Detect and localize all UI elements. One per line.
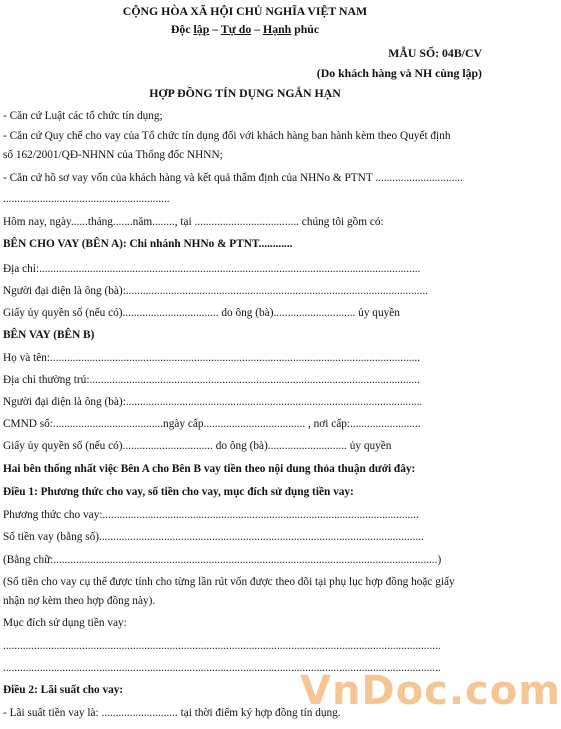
article1-heading: Điều 1: Phương thức cho vay, số tiền cho vay, mục đích sử dụng tiền vay: xyxy=(3,486,354,498)
motto-part: Hạnh xyxy=(263,22,292,36)
borrower-id-card-field: CMND số:.......................................ngày cấp.................................... , nơi cấp:......................... xyxy=(3,418,421,430)
loan-amount-field: Số tiền vay (bằng số)................................................................................................................... xyxy=(3,531,424,543)
basis-line: - Căn cứ Luật các tổ chức tín dụng; xyxy=(3,110,163,122)
lender-authorization-field: Giấy ủy quyền số (nếu có).................................. do ông (bà)............................. ủy quyền xyxy=(3,307,400,319)
form-code: MẪU SỐ: 04B/CV xyxy=(388,46,482,60)
borrower-address-field: Địa chỉ thường trú:..................................................................................................................... xyxy=(3,374,420,386)
basis-line: - Căn cứ hồ sơ vay vốn của khách hàng và kết quả thẩm định của NHNo & PTNT ............................... xyxy=(3,172,463,184)
article2-heading: Điều 2: Lãi suất cho vay: xyxy=(3,684,124,696)
borrower-heading: BÊN VAY (BÊN B) xyxy=(3,329,95,341)
loan-method-field: Phương thức cho vay:................................................................................................................ xyxy=(3,509,419,521)
motto-part: lập xyxy=(193,22,210,36)
form-note: (Do khách hàng và NH cùng lập) xyxy=(316,66,482,80)
nation-heading: CỘNG HÒA XÃ HỘI CHỦ NGHĨA VIỆT NAM xyxy=(122,4,368,18)
loan-note-line: (Số tiền cho vay cụ thể được tính cho từng lần rút vốn được theo dõi tại phụ lục hợp đồng hoặc giấy xyxy=(3,576,455,588)
interest-rate-field: - Lãi suất tiền vay là: ........................... tại thời điểm ký hợp đồng tín dụng. xyxy=(3,707,341,719)
intro-line: Hôm nay, ngày......tháng.......năm........, tại ..................................... chúng tôi gồm có: xyxy=(3,216,384,228)
motto xyxy=(0,22,490,37)
basis-line: - Căn cứ Quy chế cho vay của Tổ chức tín dụng đối với khách hàng ban hành kèm theo Quyết định xyxy=(3,130,451,142)
basis-line: số 162/2001/QĐ-NHNN của Thống đốc NHNN; xyxy=(3,149,223,161)
borrower-name-field: Họ và tên:................................................................................................................................... xyxy=(3,352,421,364)
borrower-representative-field: Người đại diện là ông (bà):......................................................................................................... xyxy=(3,396,423,408)
document-title: HỢP ĐỒNG TÍN DỤNG NGẮN HẠN xyxy=(149,86,341,100)
motto-part: phúc xyxy=(291,22,320,36)
motto-part: – xyxy=(251,22,264,36)
lender-heading: BÊN CHO VAY (BÊN A): Chi nhánh NHNo & PTNT............ xyxy=(3,238,293,250)
agreement-line: Hai bên thống nhất việc Bên A cho Bên B vay tiền theo nội dung thỏa thuận dưới đây: xyxy=(3,463,416,475)
loan-purpose-label: Mục đích sử dụng tiền vay: xyxy=(3,617,127,629)
loan-purpose-dots: ........................................................................................................................................................... xyxy=(3,640,441,652)
loan-amount-words-field: (Bằng chữ:........................................................................................................................................) xyxy=(3,554,442,566)
motto-part: Tự do xyxy=(220,22,252,36)
borrower-authorization-field: Giấy ủy quyền số (nếu có)................................ do ông (bà)............................ ủy quyền xyxy=(3,440,392,452)
motto-part: – xyxy=(209,22,221,36)
motto-part: Độc xyxy=(170,22,194,36)
loan-note-line: nhận nợ kèm theo hợp đồng này). xyxy=(3,595,156,607)
loan-purpose-dots: ........................................................................................................................................................... xyxy=(3,662,441,674)
basis-line: ........................................................... xyxy=(3,193,170,205)
lender-address-field: Địa chỉ:....................................................................................................................................... xyxy=(3,263,421,275)
watermark-logo: VnDoc.com xyxy=(300,668,561,714)
lender-representative-field: Người đại diện là ông (bà):........................................................................................................... xyxy=(3,285,429,297)
